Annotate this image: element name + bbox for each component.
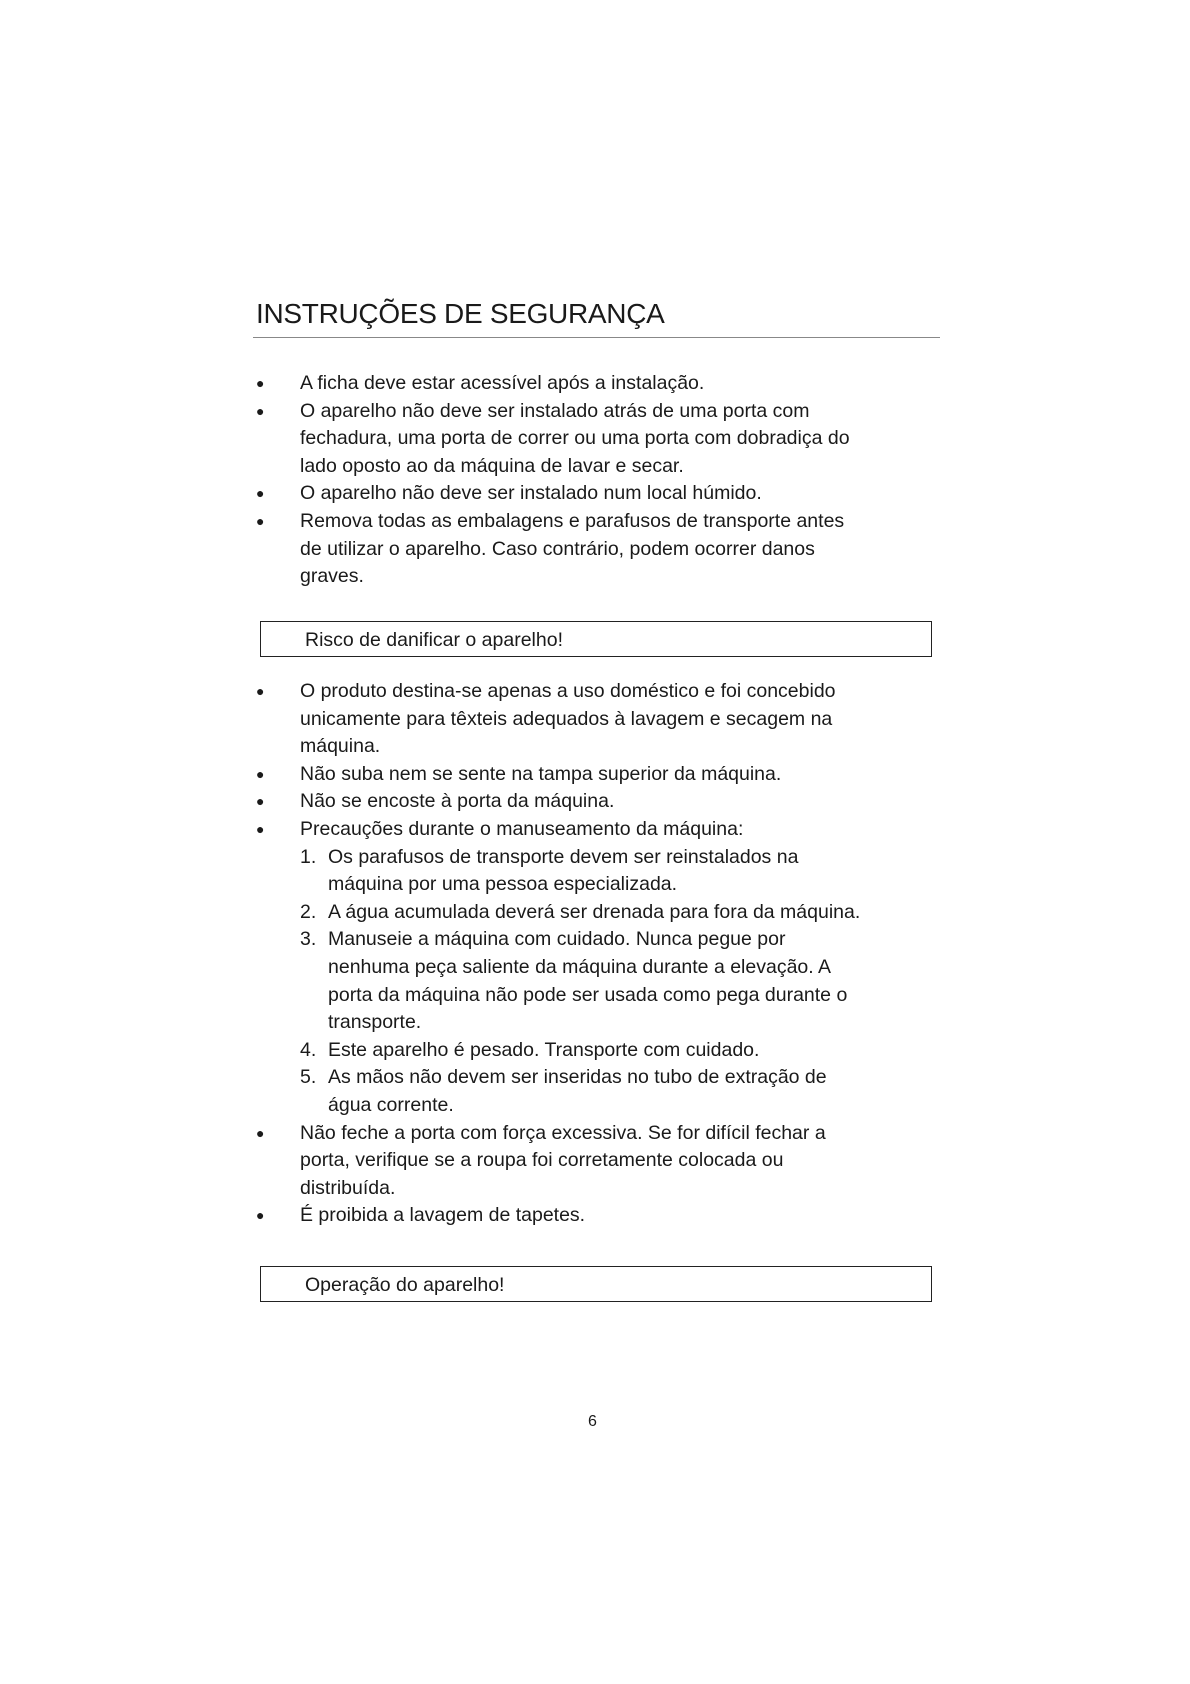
text-line: graves.	[300, 565, 364, 588]
bullet-icon: ●	[256, 820, 265, 837]
text-line: A ficha deve estar acessível após a instalação.	[300, 372, 705, 394]
text-line: O aparelho não deve ser instalado atrás de uma porta com	[300, 399, 810, 422]
bullet-icon: ●	[256, 765, 265, 782]
bullet-icon: ●	[256, 1207, 265, 1224]
text-line: É proibida a lavagem de tapetes.	[300, 1204, 586, 1227]
numbered-item	[300, 899, 946, 927]
warning-box-operation: Operação do aparelho!	[260, 1266, 932, 1302]
title-divider	[253, 337, 940, 338]
safety-list-2	[256, 678, 946, 1230]
numbered-item	[300, 1064, 946, 1119]
list-item	[256, 678, 946, 761]
item-number: 3.	[300, 928, 317, 951]
bullet-icon: ●	[256, 512, 265, 529]
text-line: distribuída.	[300, 1176, 396, 1199]
text-line: unicamente para têxteis adequados à lavagem e secagem na	[300, 707, 833, 730]
text-line: Não suba nem se sente na tampa superior da máquina.	[300, 762, 782, 785]
list-item	[256, 761, 946, 789]
text-line: A água acumulada deverá ser drenada para fora da máquina.	[328, 900, 861, 923]
text-line: Precauções durante o manuseamento da máquina:	[300, 817, 744, 840]
text-line: Não feche a porta com força excessiva. Se for difícil fechar a	[300, 1121, 826, 1144]
page-title: INSTRUÇÕES DE SEGURANÇA	[256, 298, 665, 329]
item-number: 4.	[300, 1038, 317, 1061]
text-line: Não se encoste à porta da máquina.	[300, 790, 615, 813]
text-line: fechadura, uma porta de correr ou uma porta com dobradiça do	[300, 427, 850, 450]
numbered-item	[300, 844, 946, 899]
text-line: água corrente.	[328, 1093, 454, 1116]
text-line: Este aparelho é pesado. Transporte com cuidado.	[328, 1038, 760, 1061]
safety-list-1	[256, 370, 946, 591]
text-line: Remova todas as embalagens e parafusos de transporte antes	[300, 509, 845, 532]
list-item	[256, 1120, 946, 1203]
text-line: máquina por uma pessoa especializada.	[328, 873, 678, 896]
text-line: lado oposto ao da máquina de lavar e secar.	[300, 454, 684, 477]
list-item	[256, 1202, 946, 1230]
text-line: de utilizar o aparelho. Caso contrário, podem ocorrer danos	[300, 537, 815, 560]
warning-box-damage: Risco de danificar o aparelho!	[260, 621, 932, 657]
list-item	[256, 370, 946, 398]
text-line: nenhuma peça saliente da máquina durante a elevação. A	[328, 955, 832, 978]
bullet-icon: ●	[256, 402, 265, 419]
page-number: 6	[588, 1413, 597, 1430]
item-number: 2.	[300, 900, 317, 923]
text-line: porta da máquina não pode ser usada como pega durante o	[328, 983, 848, 1006]
text-line: O produto destina-se apenas a uso doméstico e foi concebido	[300, 680, 836, 702]
text-line: porta, verifique se a roupa foi corretamente colocada ou	[300, 1149, 784, 1172]
text-line: Os parafusos de transporte devem ser reinstalados na	[328, 845, 799, 868]
bullet-icon: ●	[256, 793, 265, 810]
text-line: O aparelho não deve ser instalado num local húmido.	[300, 482, 762, 505]
list-item	[256, 788, 946, 816]
list-item	[256, 398, 946, 481]
bullet-icon: ●	[256, 683, 265, 699]
text-line: As mãos não devem ser inseridas no tubo de extração de	[328, 1066, 827, 1089]
text-line: máquina.	[300, 735, 381, 758]
list-item	[256, 816, 946, 1120]
bullet-icon: ●	[256, 1124, 265, 1141]
list-item	[256, 508, 946, 591]
item-number: 1.	[300, 845, 317, 868]
bullet-icon: ●	[256, 375, 265, 391]
numbered-item	[300, 1037, 946, 1065]
item-number: 5.	[300, 1066, 317, 1089]
text-line: transporte.	[328, 1011, 422, 1034]
bullet-icon: ●	[256, 485, 265, 502]
text-line: Manuseie a máquina com cuidado. Nunca pegue por	[328, 928, 786, 951]
numbered-item	[300, 926, 946, 1036]
list-item	[256, 480, 946, 508]
